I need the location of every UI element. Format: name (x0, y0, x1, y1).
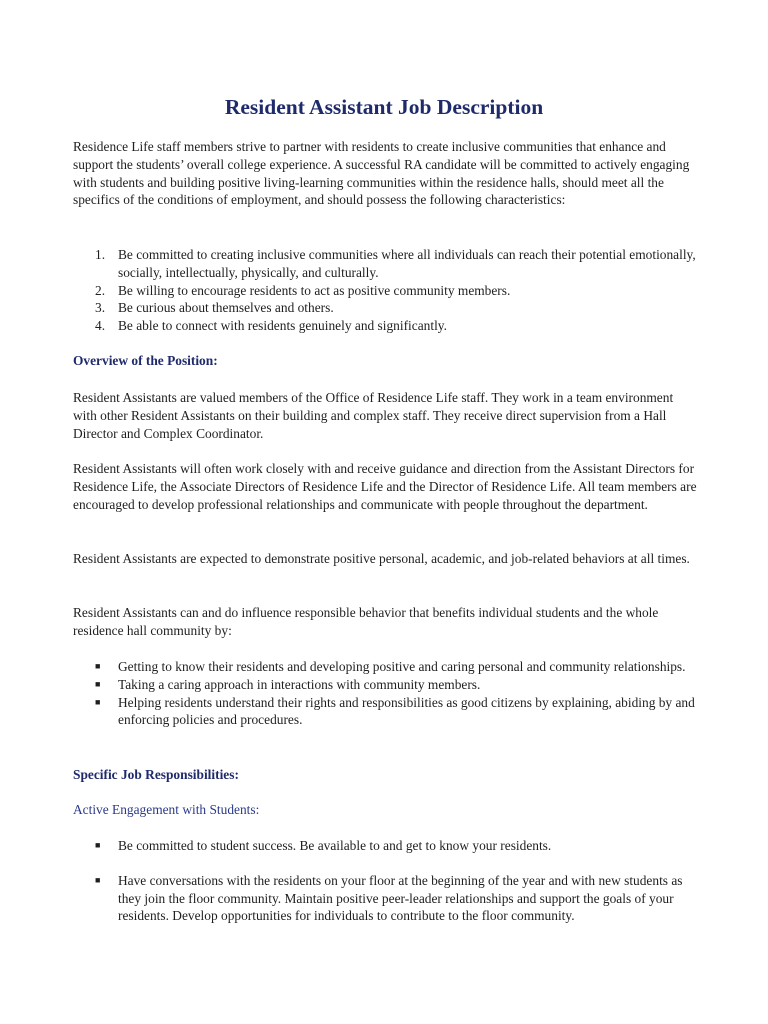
bullet-icon: ■ (95, 661, 101, 671)
overview-paragraph-4: Resident Assistants can and do influence responsible behavior that benefits individual students and the whole residence hall community by: (73, 605, 659, 638)
list-item (73, 299, 697, 317)
list-item (73, 282, 697, 300)
list-item-text: Have conversations with the residents on your floor at the beginning of the year and with new students as they join the floor community. Maintain positive peer-leader relationships and support the goals of your residents. Develop opportunities for individuals to contribute to the floor community. (118, 872, 683, 924)
characteristics-list (73, 246, 697, 335)
page-title: Resident Assistant Job Description (224, 95, 544, 119)
influence-list (73, 658, 697, 729)
overview-heading: Overview of the Position: (73, 353, 218, 368)
overview-paragraph-3: Resident Assistants are expected to demonstrate positive personal, academic, and job-related behaviors at all times. (73, 551, 690, 566)
intro-paragraph: Residence Life staff members strive to partner with residents to create inclusive communities that enhance and support the students’ overall college experience. A successful RA candidate will be committed to actively engaging with students and building positive living-learning communities within the residence halls, should meet all the specifics of the conditions of employment, and should possess the following characteristics: (73, 139, 690, 208)
list-item-text: Be committed to student success. Be available to and get to know your residents. (118, 838, 552, 853)
bullet-icon: ■ (95, 696, 101, 707)
list-item-text: Be able to connect with residents genuinely and significantly. (118, 318, 447, 334)
list-item (73, 872, 697, 925)
list-item (73, 676, 697, 694)
list-number: 1. (95, 247, 106, 262)
list-item (73, 694, 697, 730)
bullet-icon: ■ (95, 840, 101, 850)
engagement-subheading: Active Engagement with Students: (73, 802, 260, 817)
bullet-icon: ■ (95, 678, 101, 689)
list-item-text: Taking a caring approach in interactions with community members. (118, 676, 481, 692)
overview-paragraph-1: Resident Assistants are valued members of the Office of Residence Life staff. They work in a team environment with other Resident Assistants on their building and complex staff. They receive direct supervision from a Hall Director and Complex Coordinator. (73, 390, 674, 441)
list-number: 4. (95, 318, 106, 334)
list-item (73, 317, 697, 335)
list-item-text: Be committed to creating inclusive communities where all individuals can reach their potential emotionally, socially, intellectually, physically, and culturally. (118, 247, 696, 280)
list-item-text: Getting to know their residents and developing positive and caring personal and community relationships. (118, 659, 686, 674)
list-number: 2. (95, 282, 106, 298)
engagement-list (73, 837, 697, 925)
list-item (73, 837, 697, 855)
bullet-icon: ■ (95, 874, 101, 885)
responsibilities-heading: Specific Job Responsibilities: (73, 767, 239, 782)
list-item (73, 658, 697, 676)
list-item-text: Helping residents understand their rights and responsibilities as good citizens by explaining, abiding by and enforcing policies and procedures. (118, 694, 695, 728)
list-item (73, 246, 697, 282)
overview-paragraph-2: Resident Assistants will often work closely with and receive guidance and direction from the Assistant Directors for Residence Life, the Associate Directors of Residence Life and the Director of Residence Life. All team members are encouraged to develop professional relationships and communicate with people throughout the department. (73, 461, 697, 512)
list-item-text: Be willing to encourage residents to act as positive community members. (118, 282, 511, 298)
list-item-text: Be curious about themselves and others. (118, 300, 334, 316)
list-number: 3. (95, 300, 106, 316)
